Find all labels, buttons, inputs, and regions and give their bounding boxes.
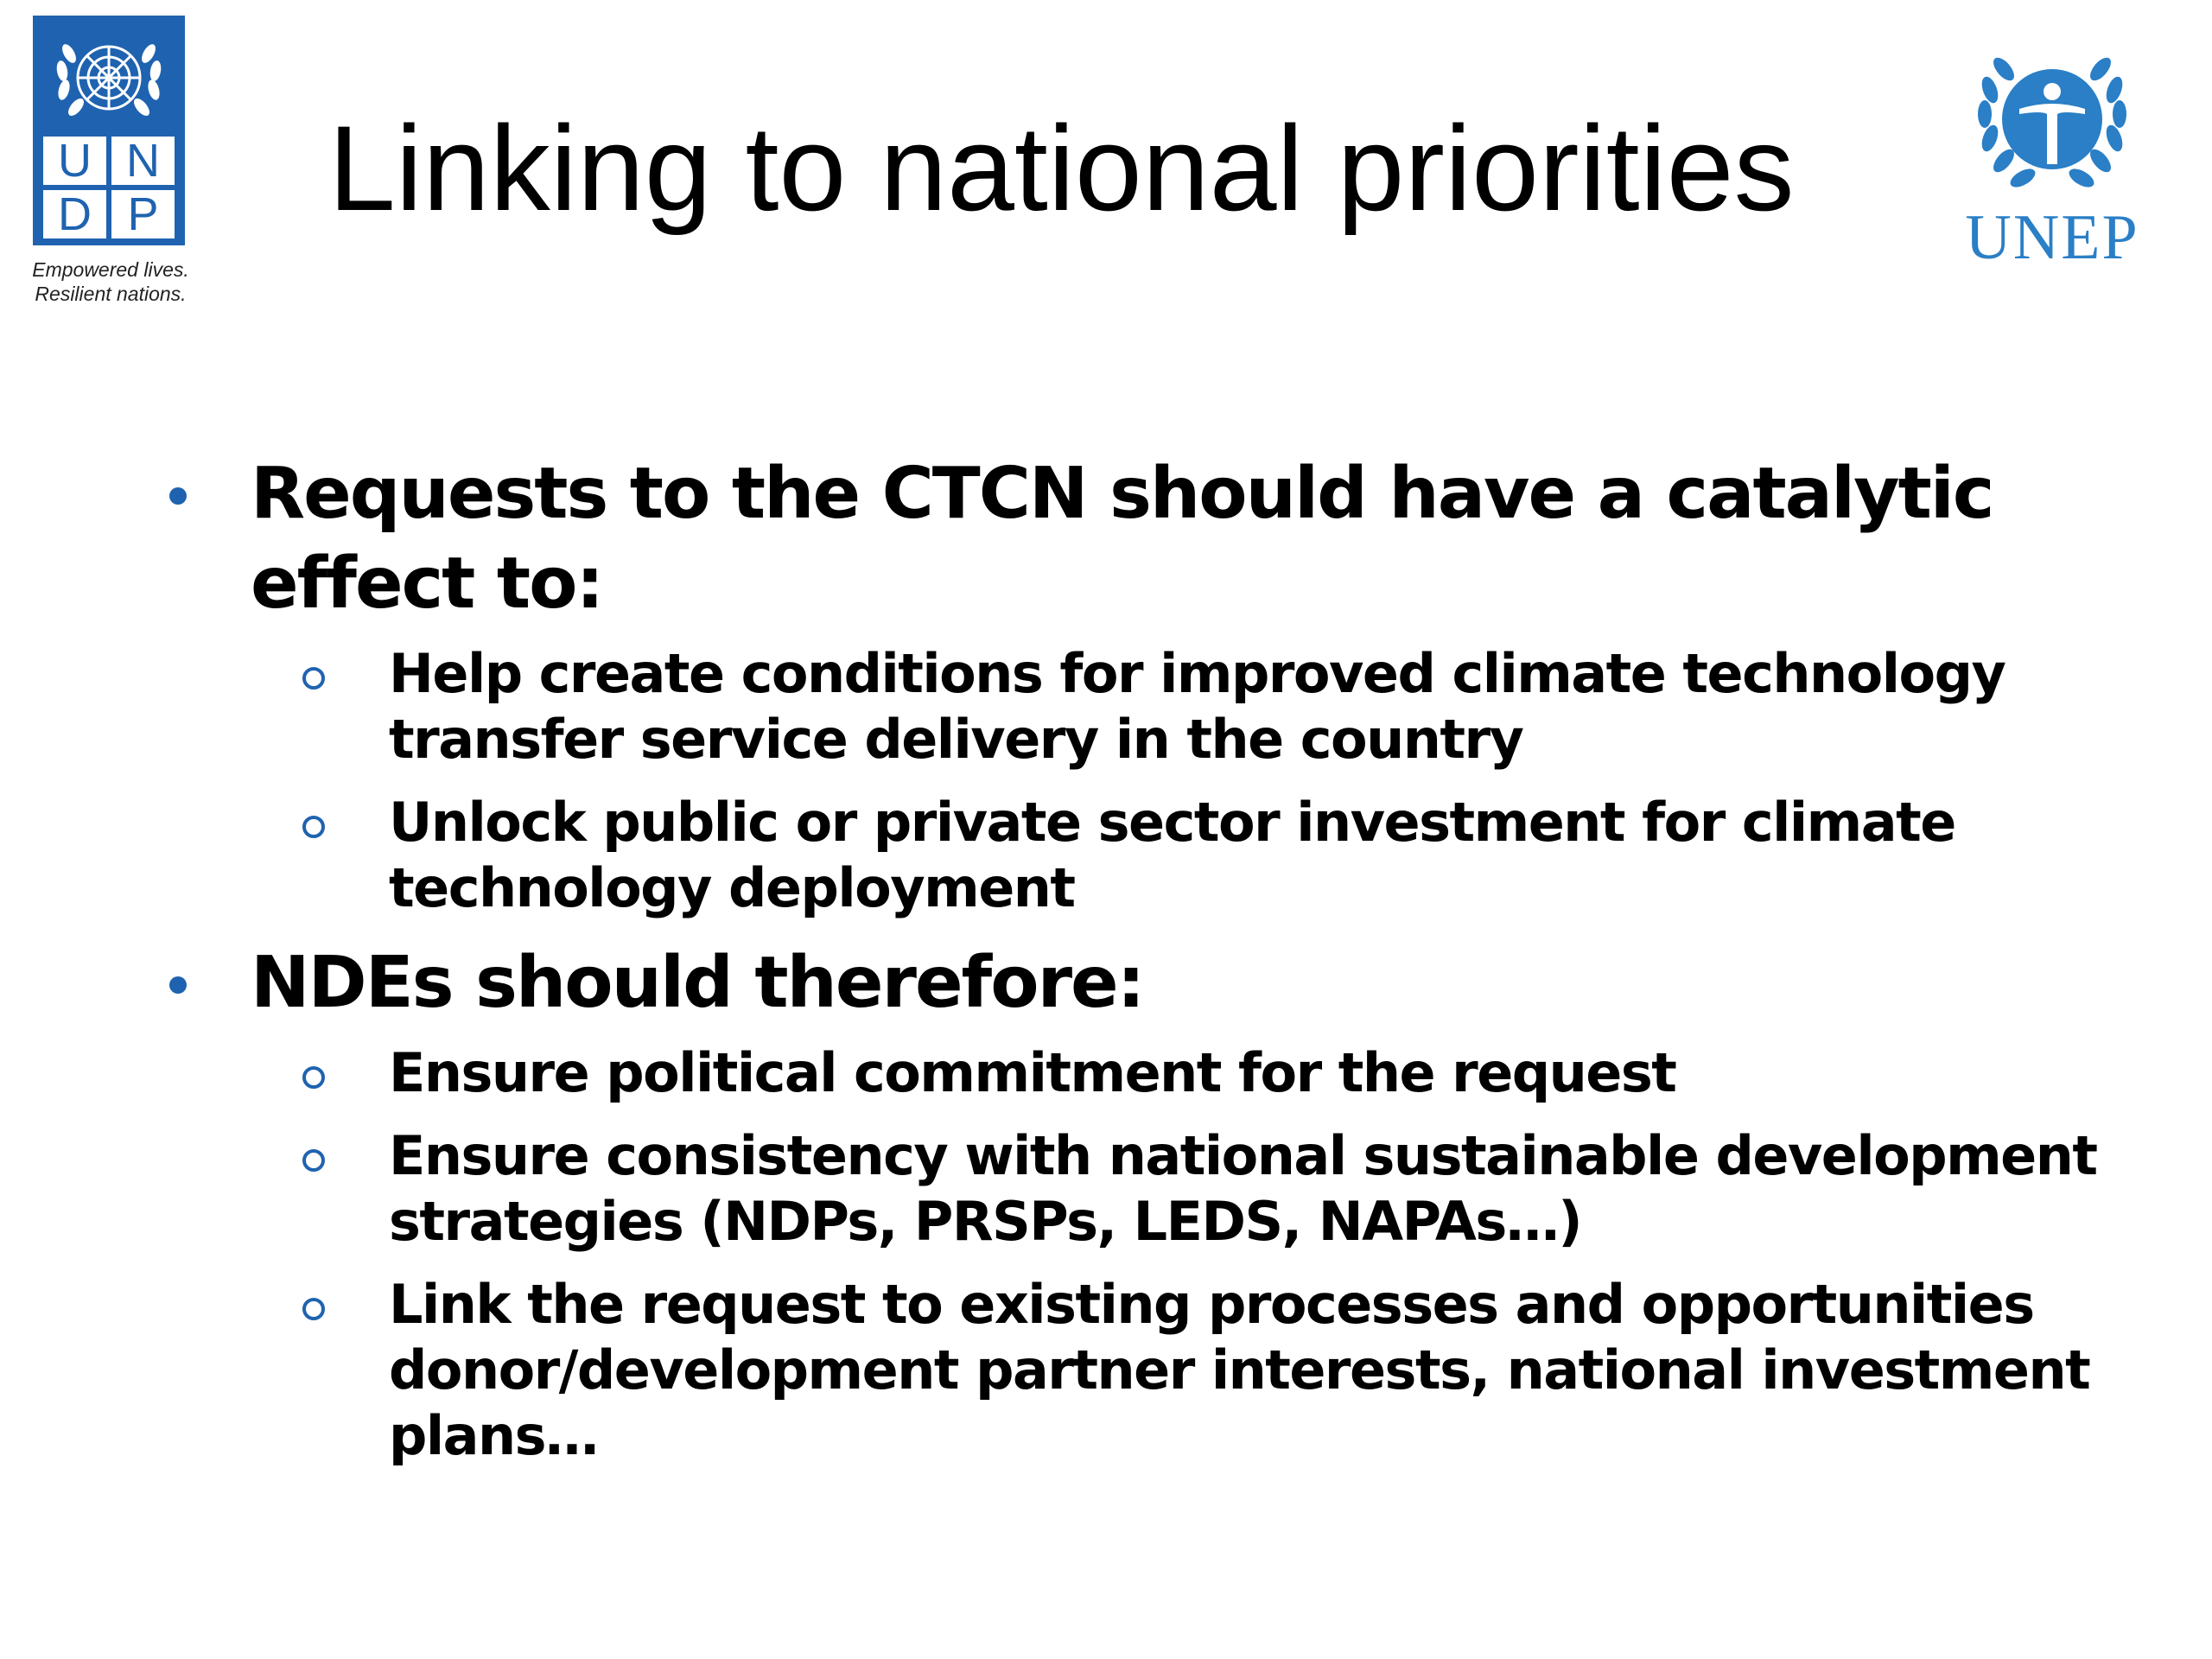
unep-logo [1957,35,2147,276]
bullet-dot-icon [169,976,187,994]
bullet-text: Requests to the CTCN should have a catalytic effect to: [251,453,1993,625]
ring-bullet-icon [302,667,325,690]
ring-bullet-icon [302,1066,325,1089]
undp-tagline-line1: Empowered lives. [32,258,189,281]
slide-title: Linking to national priorities [328,100,1795,236]
sub-item [302,641,2117,772]
sub-item [302,1040,2117,1106]
sub-item-text: Ensure consistency with national sustainable development strategies (NDPs, PRSPs, LEDS, NAPAs…) [389,1124,2097,1253]
undp-logo-box [33,16,185,245]
sub-list [164,1040,2117,1469]
sub-item-text: Unlock public or private sector investment for climate technology deployment [389,791,1955,919]
sub-item [302,1272,2117,1469]
undp-letters [43,137,175,238]
sub-item-text: Ensure political commitment for the request [389,1041,1676,1104]
sub-list [164,641,2117,921]
unep-emblem-icon [1966,35,2139,207]
ring-bullet-icon [302,1149,325,1172]
sub-item [302,1123,2117,1255]
bullet-item [164,449,2117,629]
undp-letter-d: D [43,190,106,238]
undp-letter-n: N [111,137,175,185]
bullet-dot-icon [169,487,187,505]
bullet-text: NDEs should therefore: [251,942,1144,1024]
undp-letter-u: U [43,137,106,185]
undp-tagline [7,257,214,306]
sub-item-text: Link the request to existing processes and opportunities donor/development partner interests, national investment plans… [389,1273,2090,1467]
undp-tagline-line2: Resilient nations. [35,283,187,305]
undp-logo [33,16,188,306]
bullet-item [164,938,2117,1028]
unep-wordmark: UNEP [1965,202,2139,273]
undp-letter-p: P [111,190,175,238]
sub-item-text: Help create conditions for improved climate technology transfer service delivery in the country [389,642,2005,771]
un-emblem-icon [50,28,168,131]
sub-item [302,790,2117,921]
ring-bullet-icon [302,816,325,838]
bullet-list [164,449,2117,1486]
ring-bullet-icon [302,1298,325,1320]
